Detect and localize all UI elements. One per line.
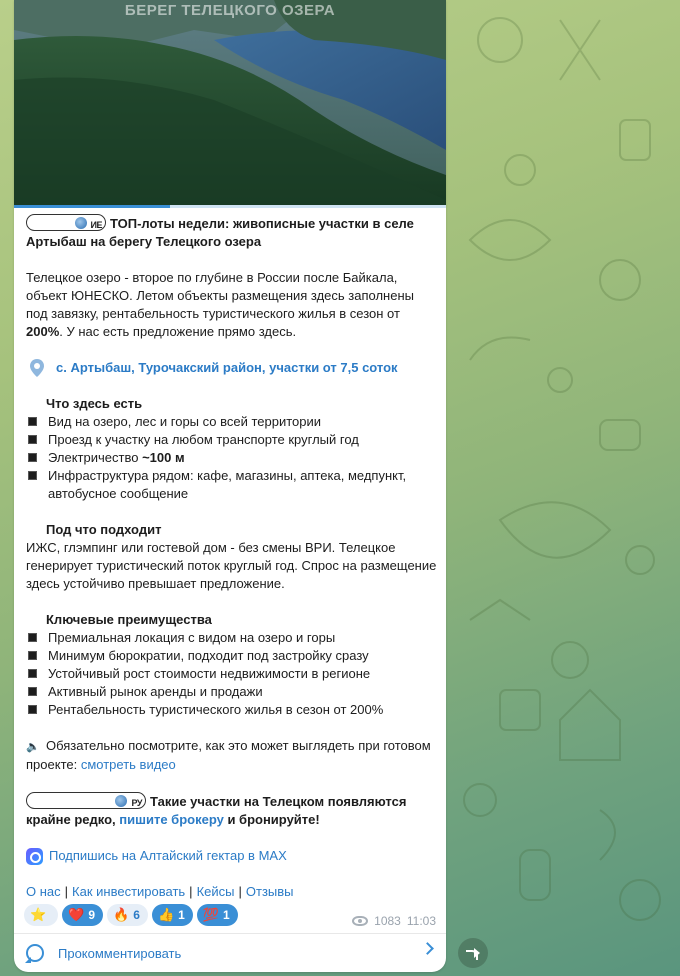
- benefits-list: [26, 629, 438, 719]
- list-item: Активный рынок аренды и продажи: [26, 683, 438, 701]
- black-square-icon: [28, 669, 37, 678]
- features-list: [26, 413, 438, 503]
- max-messenger-icon: [26, 848, 43, 865]
- globe-icon: [115, 795, 127, 807]
- about-link[interactable]: О нас: [26, 884, 61, 899]
- message-time: 11:03: [406, 914, 436, 928]
- chevron-right-icon: [421, 942, 434, 955]
- comment-label: Прокомментировать: [58, 945, 182, 961]
- black-square-icon: [28, 453, 37, 462]
- write-broker-link[interactable]: пишите брокеру: [119, 812, 224, 827]
- suits-title: Под что подходит: [46, 522, 162, 537]
- eye-icon: [352, 916, 368, 926]
- list-item: Инфраструктура рядом: кафе, магазины, аптека, медпункт, автобусное сообщение: [26, 467, 438, 503]
- list-item: Минимум бюрократии, подходит под застройку сразу: [26, 647, 438, 665]
- map-pin-icon: [30, 359, 44, 377]
- comment-icon: [26, 944, 44, 962]
- custom-emoji-pill: ИЕ: [26, 214, 106, 231]
- features-title: Что здесь есть: [46, 396, 143, 411]
- footer-links: О нас | Как инвестировать | Кейсы | Отзывы: [26, 884, 294, 899]
- list-item: Электричество ~100 м: [26, 449, 438, 467]
- comment-button[interactable]: [14, 934, 446, 972]
- list-item: Премиальная локация с видом на озеро и горы: [26, 629, 438, 647]
- black-square-icon: [28, 633, 37, 642]
- reaction-star[interactable]: ⭐: [24, 904, 58, 926]
- post-title: ИЕ ТОП-лоты недели: живописные участки в селе Артыбаш на берегу Телецкого озера: [26, 216, 414, 249]
- location-line: с. Артыбаш, Турочакский район, участки от 7,5 соток: [26, 359, 438, 377]
- black-square-icon: [28, 435, 37, 444]
- benefits-title: Ключевые преимущества: [46, 612, 212, 627]
- view-count: 1083: [374, 914, 401, 928]
- photo-caption: БЕРЕГ ТЕЛЕЦКОГО ОЗЕРА: [124, 2, 336, 19]
- black-square-icon: [28, 651, 37, 660]
- list-item: Вид на озеро, лес и горы со всей территории: [26, 413, 438, 431]
- globe-icon: [75, 217, 87, 229]
- reaction-heart[interactable]: ❤️ 9: [62, 904, 103, 926]
- custom-emoji-pill: РУ: [26, 792, 146, 809]
- black-square-icon: [28, 705, 37, 714]
- lake-landscape-image: [14, 0, 446, 208]
- how-to-invest-link[interactable]: Как инвестировать: [72, 884, 186, 899]
- closing-paragraph: РУ Такие участки на Телецком появляются крайне редко, пишите брокеру и бронируйте!: [26, 794, 407, 827]
- message-meta: [352, 914, 436, 928]
- reaction-hundred[interactable]: 💯 1: [197, 904, 238, 926]
- reviews-link[interactable]: Отзывы: [245, 884, 294, 899]
- list-item: Проезд к участку на любом транспорте круглый год: [26, 431, 438, 449]
- video-paragraph: 🔈 Обязательно посмотрите, как это может выглядеть при готовом проекте: смотреть видео: [26, 738, 431, 772]
- list-item: Рентабельность туристического жилья в сезон от 200%: [26, 701, 438, 719]
- post-text: [26, 214, 438, 901]
- watch-video-link[interactable]: смотреть видео: [80, 757, 176, 772]
- reaction-thumbs-up[interactable]: 👍 1: [152, 904, 193, 926]
- video-progress-fill: [14, 205, 170, 208]
- reaction-fire[interactable]: 🔥 6: [107, 904, 148, 926]
- cases-link[interactable]: Кейсы: [196, 884, 235, 899]
- black-square-icon: [28, 471, 37, 480]
- black-square-icon: [28, 687, 37, 696]
- reactions-bar: [24, 904, 238, 926]
- post-photo[interactable]: [14, 0, 446, 208]
- black-square-icon: [28, 417, 37, 426]
- suits-paragraph: ИЖС, глэмпинг или гостевой дом - без смены ВРИ. Телецкое генерирует туристический поток круглый год. Спрос на размещение здесь устойчиво превышает предложение.: [26, 540, 437, 591]
- video-progress-bar[interactable]: [14, 205, 446, 208]
- share-icon[interactable]: [458, 938, 488, 968]
- subscribe-line[interactable]: [26, 847, 438, 865]
- subscribe-link[interactable]: Подпишись на Алтайский гектар в MAX: [49, 848, 287, 863]
- intro-paragraph: Телецкое озеро - второе по глубине в России после Байкала, объект ЮНЕСКО. Летом объекты размещения здесь заполнены под завязку, рентабельность туристического жилья в сезон от 200%. У нас есть предложение прямо здесь.: [26, 270, 414, 339]
- message-bubble: [14, 0, 446, 972]
- list-item: Устойчивый рост стоимости недвижимости в регионе: [26, 665, 438, 683]
- speaker-icon: 🔈: [26, 741, 40, 753]
